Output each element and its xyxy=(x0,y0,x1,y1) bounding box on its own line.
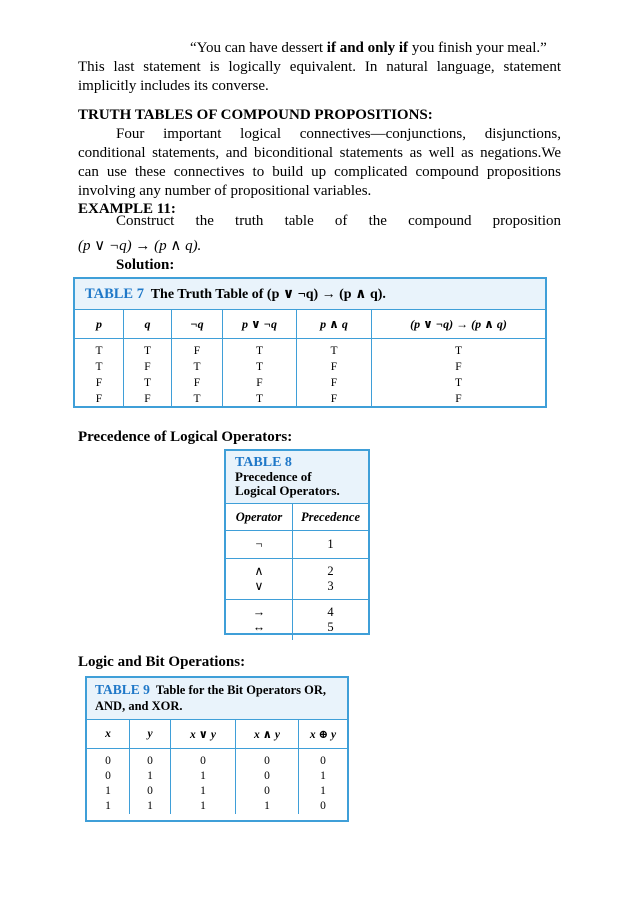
truth-para-line-1: Four important logical connectives—conjunctions, disjunctions, xyxy=(116,126,561,142)
intro-line-2: This last statement is logically equivalent. In natural language, statement xyxy=(78,59,561,75)
table9-header-cell: x xyxy=(87,720,130,749)
table7-header-row xyxy=(75,310,545,339)
table9-grid xyxy=(87,720,347,814)
truth-para-line-2: conditional statements, and biconditional statements as well as negations.We xyxy=(78,145,561,161)
truth-para-line-3: can use these connectives to build up complicated compound propositions xyxy=(78,164,561,180)
precedence-cell: 1 xyxy=(327,537,334,551)
table9-cell: 1 xyxy=(299,769,348,784)
precedence-cell xyxy=(293,600,368,640)
table9-cell: 1 xyxy=(130,769,171,784)
table7-cell: T xyxy=(172,391,223,407)
truth-table-7 xyxy=(73,277,547,408)
table7-cell: F xyxy=(297,375,372,391)
table7-cell: T xyxy=(95,345,103,357)
table9-header-row xyxy=(87,720,347,749)
table7-cell: T xyxy=(372,339,546,360)
precedence-value: 4 xyxy=(327,605,334,619)
table7-cell: T xyxy=(124,375,172,391)
bit-table-9 xyxy=(85,676,349,822)
table7-cell: T xyxy=(95,361,103,373)
table-row xyxy=(75,359,545,375)
table9-cell: 0 xyxy=(236,769,299,784)
table9-cell: 0 xyxy=(299,749,348,770)
table7-header-cell: p xyxy=(75,310,124,339)
table-row xyxy=(87,769,347,784)
table7-header-cell: q xyxy=(124,310,172,339)
table8-caption xyxy=(226,451,368,504)
table9-cell: 0 xyxy=(236,784,299,799)
table7-cell: F xyxy=(124,359,172,375)
section-heading-truth-tables: TRUTH TABLES OF COMPOUND PROPOSITIONS: xyxy=(78,107,433,123)
table7-cell: F xyxy=(223,375,297,391)
precedence-table-8 xyxy=(224,449,370,635)
table9-title-line-2: AND, and XOR. xyxy=(95,699,183,713)
table7-cell: F xyxy=(372,391,546,407)
table-row xyxy=(75,375,545,391)
table7-title: The Truth Table of (p ∨ ¬q) → (p ∧ q). xyxy=(150,287,386,302)
table7-header-cell: p ∧ q xyxy=(297,310,372,339)
table7-header-cell: (p ∨ ¬q) → (p ∧ q) xyxy=(372,310,546,339)
table9-cell: 1 xyxy=(236,799,299,814)
table-row xyxy=(87,749,347,770)
table7-cell: F xyxy=(372,359,546,375)
table7-cell: T xyxy=(172,359,223,375)
table7-cell: F xyxy=(297,359,372,375)
table7-cell: T xyxy=(223,339,297,360)
table9-cell: 1 xyxy=(105,800,111,812)
table9-cell: 1 xyxy=(171,769,236,784)
table9-cell: 0 xyxy=(130,749,171,770)
operator-cell: ¬ xyxy=(226,531,293,558)
table9-cell: 1 xyxy=(130,799,171,814)
table-row xyxy=(226,600,368,640)
table7-cell: T xyxy=(297,339,372,360)
table9-header-cell: x ∨ y xyxy=(171,720,236,749)
table9-cell: 0 xyxy=(299,799,348,814)
table9-header-cell: x ∧ y xyxy=(236,720,299,749)
quote-open: “You can have dessert xyxy=(190,40,327,56)
table9-cell: 0 xyxy=(236,749,299,770)
table-row xyxy=(75,339,545,360)
table-row xyxy=(87,784,347,799)
table7-cell: F xyxy=(95,377,103,389)
quote-emphasis: if and only if xyxy=(326,40,409,56)
table9-number: TABLE 9 xyxy=(95,682,150,697)
table7-cell: F xyxy=(297,391,372,407)
operator-symbol: ∨ xyxy=(254,579,264,593)
operator-symbol: → xyxy=(252,605,266,619)
bit-operations-heading: Logic and Bit Operations: xyxy=(78,654,246,670)
operator-symbol: ↔ xyxy=(252,620,266,634)
operator-cell xyxy=(226,600,293,640)
table-row xyxy=(87,799,347,814)
table7-cell: T xyxy=(372,375,546,391)
table8-header-row xyxy=(226,504,368,531)
precedence-value: 3 xyxy=(327,579,334,593)
table9-cell: 0 xyxy=(105,770,111,782)
table9-caption xyxy=(87,678,347,720)
table7-cell: T xyxy=(223,359,297,375)
table7-cell: T xyxy=(223,391,297,407)
table7-cell: T xyxy=(124,339,172,360)
table9-cell: 1 xyxy=(171,784,236,799)
intro-line-3: implicitly includes its converse. xyxy=(78,78,269,94)
table8-header-precedence: Precedence xyxy=(301,510,360,524)
precedence-value: 2 xyxy=(327,564,334,578)
table9-cell: 1 xyxy=(105,785,111,797)
table-row xyxy=(75,391,545,407)
table8-title-line-1: Precedence of xyxy=(235,469,312,484)
operator-cell xyxy=(226,559,293,599)
table-row xyxy=(226,559,368,600)
example-instruction: Construct the truth table of the compound proposition xyxy=(116,213,561,229)
table9-header-cell: x ⊕ y xyxy=(299,720,348,749)
table7-caption xyxy=(75,279,545,310)
table9-cell: 0 xyxy=(171,749,236,770)
table8-number: TABLE 8 xyxy=(235,455,292,470)
table7-cell: F xyxy=(124,391,172,407)
precedence-value: 5 xyxy=(327,620,334,634)
table9-title-line-1: Table for the Bit Operators OR, xyxy=(155,683,327,697)
precedence-cell xyxy=(293,559,368,599)
table8-header-operator: Operator xyxy=(226,504,293,530)
precedence-heading: Precedence of Logical Operators: xyxy=(78,429,293,445)
table7-cell: F xyxy=(95,393,103,405)
table7-cell: F xyxy=(172,375,223,391)
table9-cell: 0 xyxy=(105,755,111,767)
table7-header-cell: p ∨ ¬q xyxy=(223,310,297,339)
table9-cell: 1 xyxy=(299,784,348,799)
example-formula: (p ∨ ¬q) → (p ∧ q). xyxy=(78,238,202,254)
example-heading: EXAMPLE 11: xyxy=(78,201,176,217)
table7-cell: F xyxy=(172,339,223,360)
table7-number: TABLE 7 xyxy=(85,286,144,302)
quote-close: you finish your meal.” xyxy=(408,40,547,56)
table7-header-cell: ¬q xyxy=(172,310,223,339)
table7-grid xyxy=(75,310,545,407)
truth-para-line-4: involving any number of propositional variables. xyxy=(78,183,372,199)
table9-header-cell: y xyxy=(130,720,171,749)
solution-label: Solution: xyxy=(116,257,175,273)
table9-cell: 0 xyxy=(130,784,171,799)
intro-quote xyxy=(190,39,547,58)
operator-symbol: ∧ xyxy=(254,564,264,578)
table9-cell: 1 xyxy=(171,799,236,814)
table-row xyxy=(226,531,368,559)
table8-title-line-2: Logical Operators. xyxy=(235,483,340,498)
